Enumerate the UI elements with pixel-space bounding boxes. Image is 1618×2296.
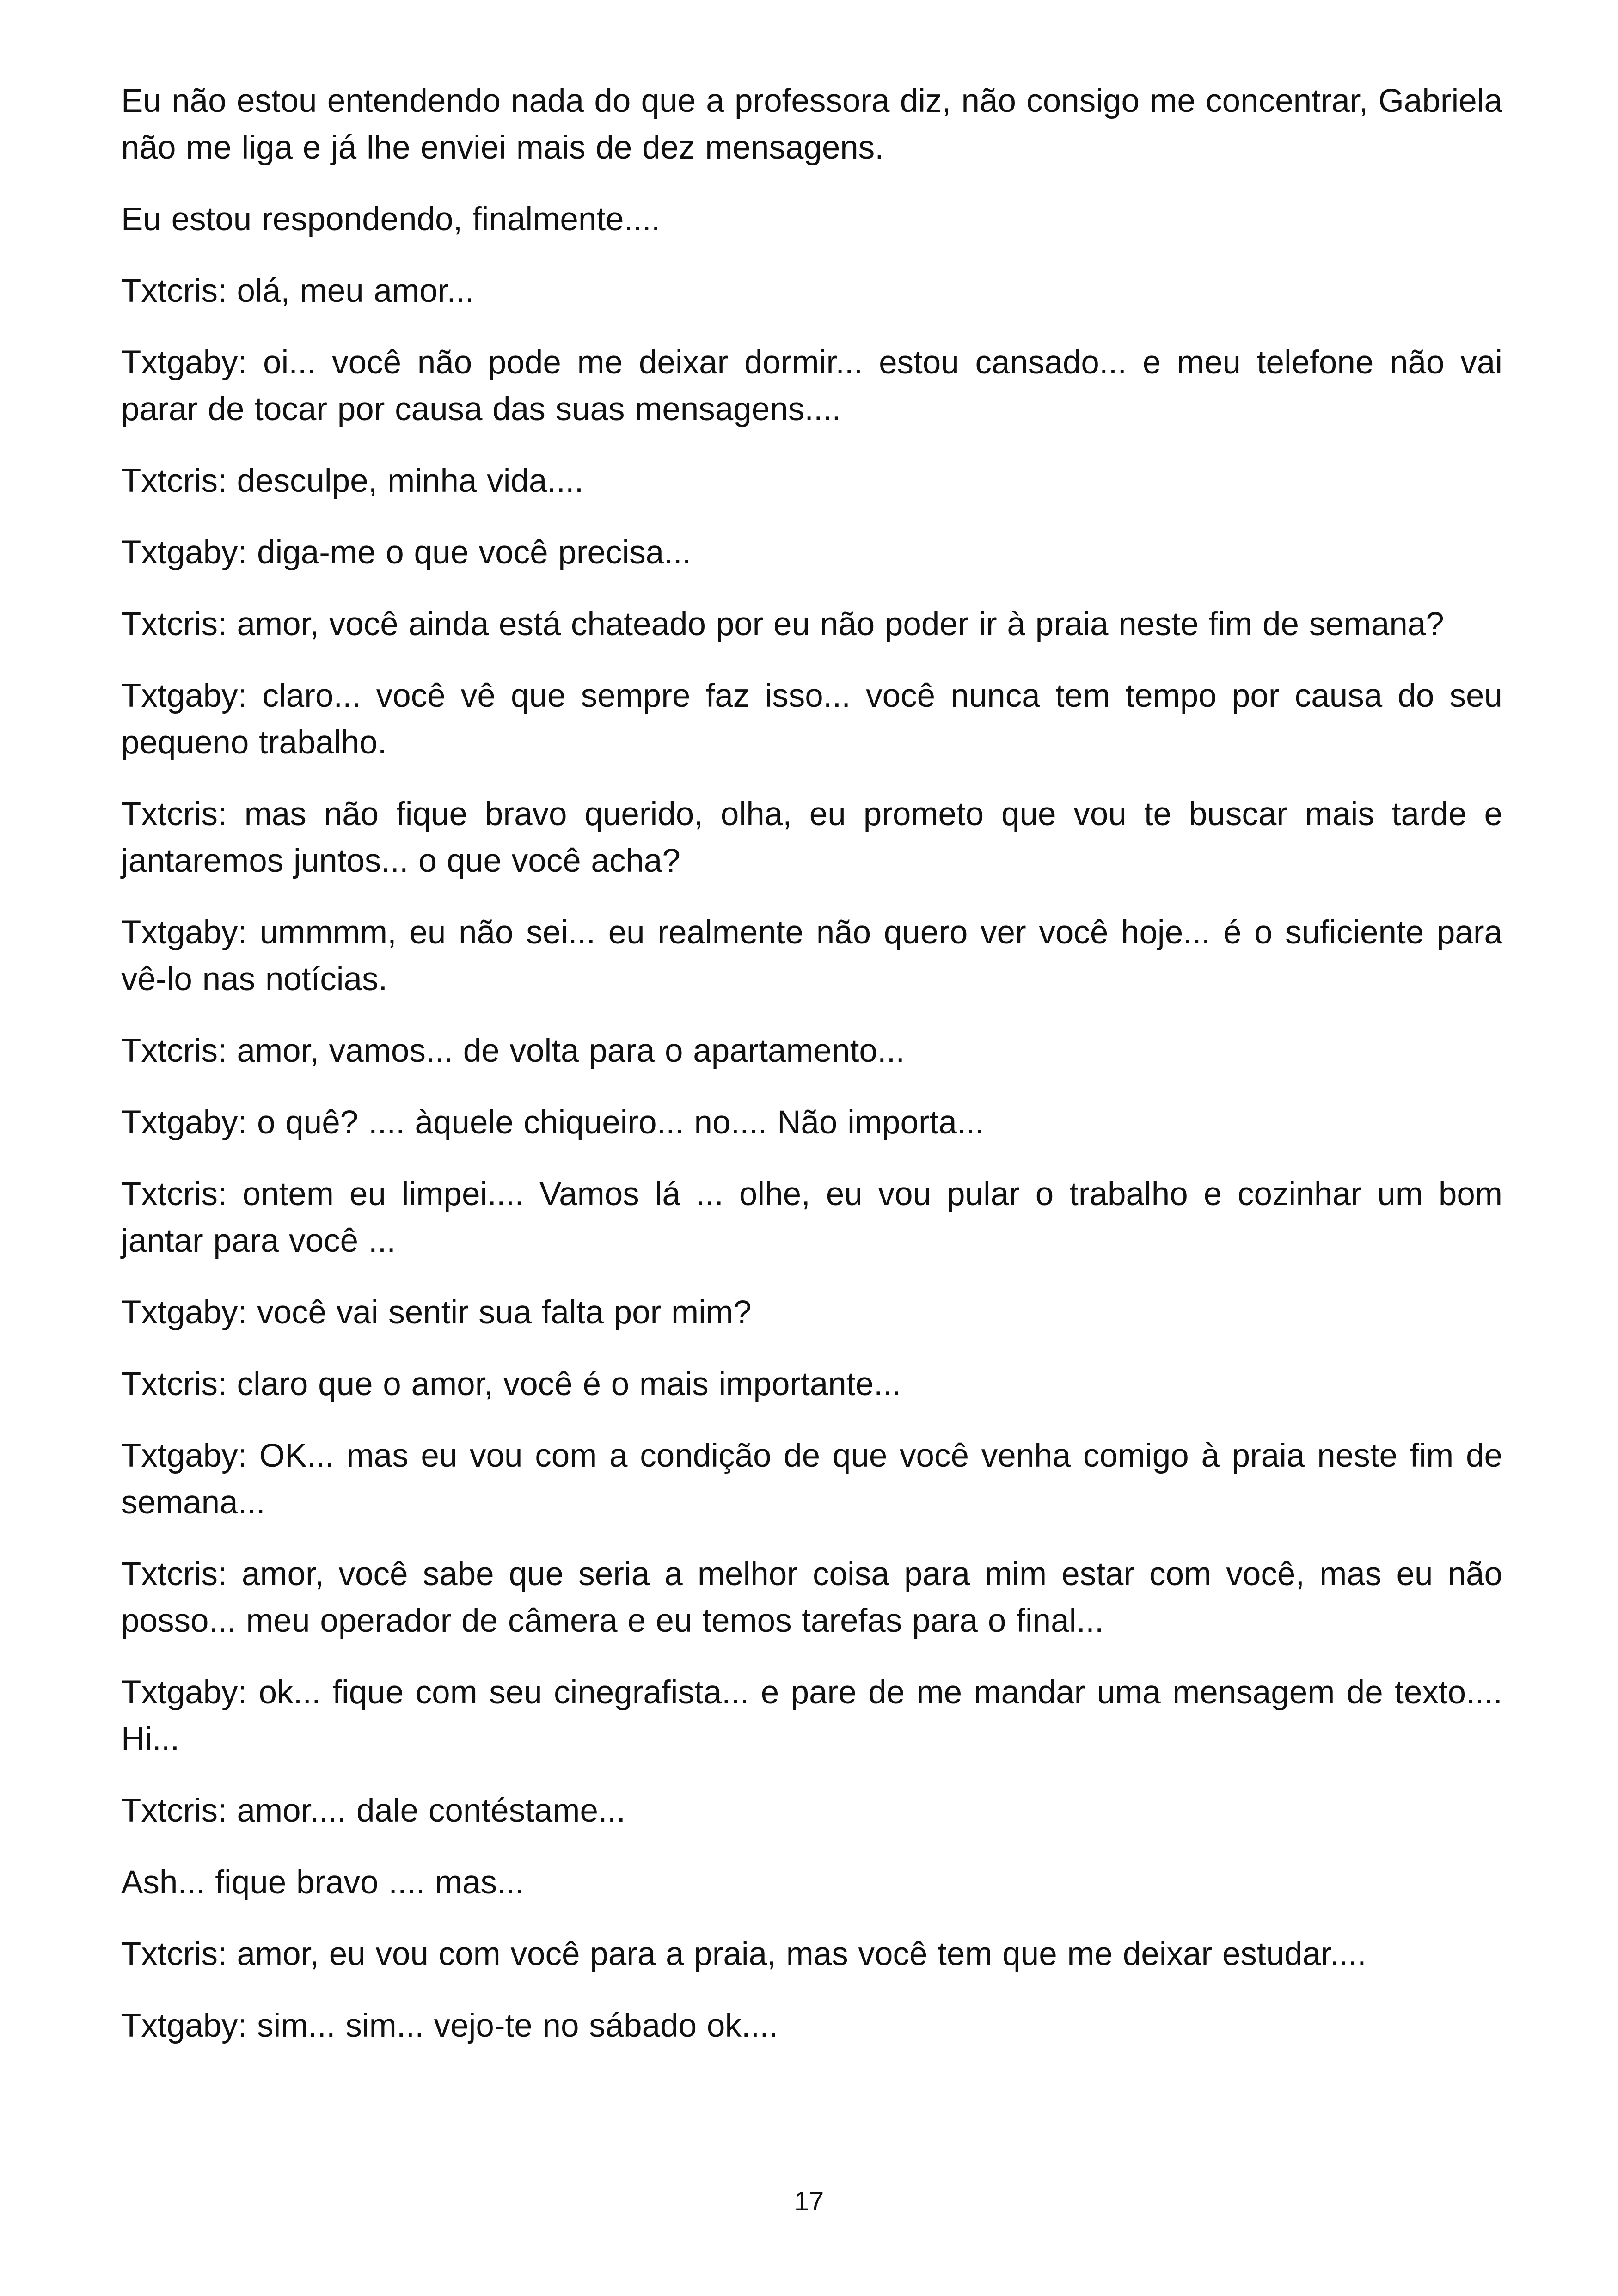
message-gaby-4: Txtgaby: ummmm, eu não sei... eu realmente não quero ver você hoje... é o suficiente para vê-lo nas notícias. xyxy=(121,914,1502,998)
message-cris-1: Txtcris: olá, meu amor... xyxy=(121,273,474,309)
body-text xyxy=(121,78,1502,2074)
message-gaby-8: Txtgaby: ok... fique com seu cinegrafista... e pare de me mandar uma mensagem de texto.... Hi... xyxy=(121,1674,1502,1757)
message-cris-6: Txtcris: ontem eu limpei.... Vamos lá ... olhe, eu vou pular o trabalho e cozinhar um bom jantar para você ... xyxy=(121,1176,1502,1259)
message-gaby-2: Txtgaby: diga-me o que você precisa... xyxy=(121,534,692,571)
message-gaby-7: Txtgaby: OK... mas eu vou com a condição de que você venha comigo à praia neste fim de semana... xyxy=(121,1438,1502,1521)
message-gaby-3: Txtgaby: claro... você vê que sempre faz isso... você nunca tem tempo por causa do seu pequeno trabalho. xyxy=(121,678,1502,761)
message-gaby-1: Txtgaby: oi... você não pode me deixar dormir... estou cansado... e meu telefone não vai parar de tocar por causa das suas mensagens.... xyxy=(121,344,1502,428)
paragraph-narration-1: Eu não estou entendendo nada do que a professora diz, não consigo me concentrar, Gabriela não me liga e já lhe enviei mais de dez mensagens. xyxy=(121,83,1502,166)
message-cris-9: Txtcris: amor.... dale contéstame... xyxy=(121,1793,626,1829)
paragraph-narration-3: Ash... fique bravo .... mas... xyxy=(121,1864,525,1901)
message-cris-3: Txtcris: amor, você ainda está chateado por eu não poder ir à praia neste fim de semana? xyxy=(121,606,1444,643)
page-number: 17 xyxy=(794,2186,824,2216)
message-cris-4: Txtcris: mas não fique bravo querido, olha, eu prometo que vou te buscar mais tarde e jantaremos juntos... o que você acha? xyxy=(121,796,1502,879)
paragraph-narration-2: Eu estou respondendo, finalmente.... xyxy=(121,201,661,238)
message-cris-2: Txtcris: desculpe, minha vida.... xyxy=(121,463,584,499)
message-cris-10: Txtcris: amor, eu vou com você para a praia, mas você tem que me deixar estudar.... xyxy=(121,1936,1367,1972)
message-gaby-9: Txtgaby: sim... sim... vejo-te no sábado ok.... xyxy=(121,2008,778,2044)
message-cris-5: Txtcris: amor, vamos... de volta para o apartamento... xyxy=(121,1033,905,1069)
message-gaby-6: Txtgaby: você vai sentir sua falta por mim? xyxy=(121,1294,752,1331)
message-cris-8: Txtcris: amor, você sabe que seria a melhor coisa para mim estar com você, mas eu não posso... meu operador de câmera e eu temos tarefas para o final... xyxy=(121,1556,1502,1639)
message-gaby-5: Txtgaby: o quê? .... àquele chiqueiro... no.... Não importa... xyxy=(121,1104,984,1141)
message-cris-7: Txtcris: claro que o amor, você é o mais importante... xyxy=(121,1366,901,1402)
